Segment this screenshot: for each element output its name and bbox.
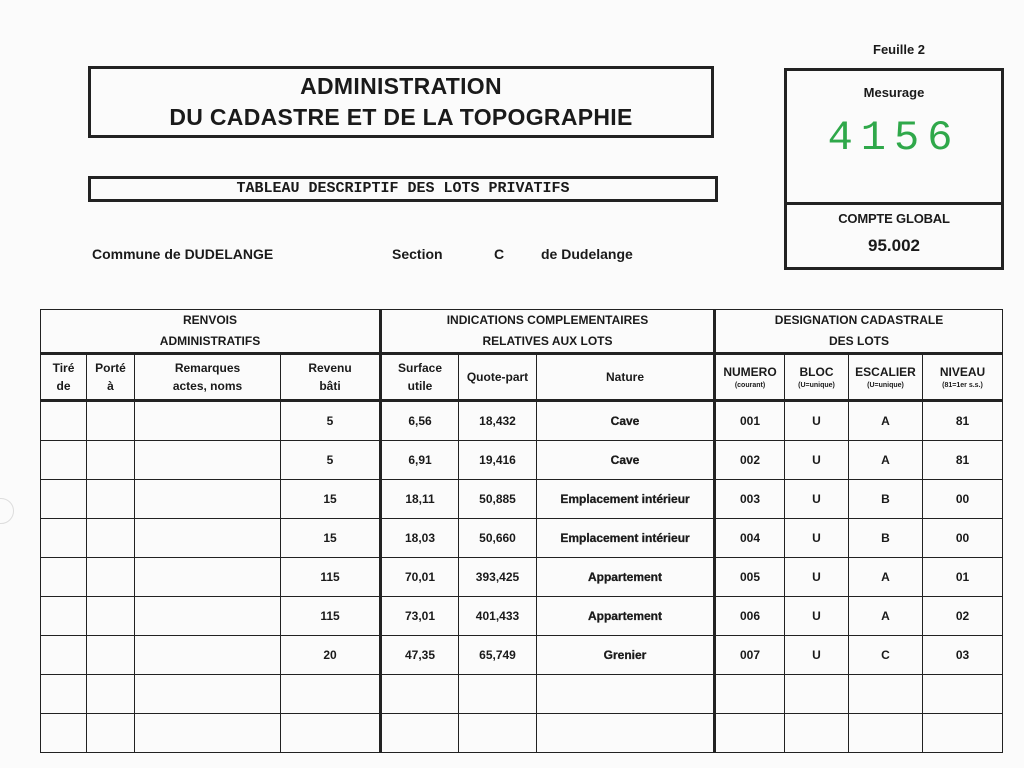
lots-table [40, 309, 1003, 753]
cell-remarques [135, 401, 281, 441]
cell-nature: Appartement [537, 597, 715, 636]
cell-nature: Cave [537, 401, 715, 441]
cell-quote-part: 393,425 [459, 558, 537, 597]
cell-nature: Appartement [537, 558, 715, 597]
col-niveau-line2: (81=1er s.s.) [942, 382, 983, 389]
cell-surface: 47,35 [381, 636, 459, 675]
cell-porte [87, 675, 135, 714]
cell-niveau [923, 714, 1003, 753]
col-revenu-line2: bâti [319, 379, 341, 393]
col-surface [381, 354, 459, 401]
agency-title-line2: DU CADASTRE ET DE LA TOPOGRAPHIE [169, 104, 633, 130]
col-remarques [135, 354, 281, 401]
cell-revenu: 5 [281, 441, 381, 480]
cell-porte [87, 597, 135, 636]
cell-escalier: A [849, 441, 923, 480]
mesurage-label: Mesurage [863, 85, 925, 100]
section-value: C [494, 246, 505, 262]
cell-numero [715, 714, 785, 753]
col-porte-line2: à [107, 379, 114, 393]
table-row [41, 480, 1003, 519]
cell-porte [87, 480, 135, 519]
col-surface-line1: Surface [397, 361, 443, 375]
col-escalier-line1: ESCALIER [855, 365, 916, 379]
cell-nature [537, 714, 715, 753]
mesurage-box [784, 68, 1004, 270]
cell-tire [41, 401, 87, 441]
cell-surface: 6,56 [381, 401, 459, 441]
cell-quote-part: 19,416 [459, 441, 537, 480]
cell-tire [41, 675, 87, 714]
group-designation-line2: DES LOTS [829, 334, 890, 348]
cell-niveau: 02 [923, 597, 1003, 636]
group-indications-line1: INDICATIONS COMPLEMENTAIRES [446, 313, 649, 327]
cell-porte [87, 636, 135, 675]
cell-bloc: U [785, 636, 849, 675]
cell-remarques [135, 558, 281, 597]
cell-nature: Emplacement intérieur [537, 519, 715, 558]
cell-quote-part [459, 714, 537, 753]
cell-surface [381, 714, 459, 753]
cell-bloc: U [785, 558, 849, 597]
cell-niveau [923, 675, 1003, 714]
col-tire-line2: de [56, 379, 71, 393]
cell-revenu [281, 714, 381, 753]
col-bloc-line1: BLOC [799, 365, 834, 379]
cell-bloc: U [785, 441, 849, 480]
cell-revenu: 15 [281, 480, 381, 519]
cell-quote-part: 65,749 [459, 636, 537, 675]
cell-quote-part: 18,432 [459, 401, 537, 441]
cell-tire [41, 441, 87, 480]
cell-surface: 70,01 [381, 558, 459, 597]
cell-nature: Cave [537, 441, 715, 480]
cell-porte [87, 558, 135, 597]
group-indications [381, 310, 715, 354]
table-row [41, 401, 1003, 441]
cell-bloc [785, 714, 849, 753]
cell-escalier: C [849, 636, 923, 675]
cell-niveau: 81 [923, 441, 1003, 480]
group-renvois-line1: RENVOIS [182, 313, 237, 327]
cell-remarques [135, 480, 281, 519]
cell-niveau: 01 [923, 558, 1003, 597]
table-row [41, 519, 1003, 558]
col-revenu-line1: Revenu [308, 361, 352, 375]
cell-nature: Emplacement intérieur [537, 480, 715, 519]
table-row [41, 597, 1003, 636]
group-designation-line1: DESIGNATION CADASTRALE [774, 313, 944, 327]
commune-label: Commune de DUDELANGE [92, 246, 274, 262]
table-row [41, 714, 1003, 753]
agency-title-box [88, 66, 714, 138]
cell-revenu: 15 [281, 519, 381, 558]
group-designation [715, 310, 1003, 354]
cell-porte [87, 714, 135, 753]
cell-tire [41, 714, 87, 753]
col-bloc [785, 354, 849, 401]
cell-remarques [135, 441, 281, 480]
col-remarques-line1: Remarques [174, 361, 241, 375]
compte-global-label: COMPTE GLOBAL [838, 211, 950, 226]
cell-niveau: 00 [923, 480, 1003, 519]
cell-revenu: 20 [281, 636, 381, 675]
cell-remarques [135, 675, 281, 714]
cell-porte [87, 401, 135, 441]
cell-numero: 003 [715, 480, 785, 519]
col-porte [87, 354, 135, 401]
cell-niveau: 81 [923, 401, 1003, 441]
cell-revenu: 115 [281, 558, 381, 597]
cell-numero: 007 [715, 636, 785, 675]
cell-bloc [785, 675, 849, 714]
col-porte-line1: Porté [95, 361, 126, 375]
col-bloc-line2: (U=unique) [798, 382, 835, 389]
col-numero [715, 354, 785, 401]
cell-nature [537, 675, 715, 714]
agency-title-line1: ADMINISTRATION [300, 73, 502, 99]
col-niveau [923, 354, 1003, 401]
cell-escalier [849, 675, 923, 714]
section-name: de Dudelange [541, 246, 633, 262]
cell-numero [715, 675, 785, 714]
cell-quote-part: 50,660 [459, 519, 537, 558]
cell-tire [41, 597, 87, 636]
cell-surface: 18,11 [381, 480, 459, 519]
cell-remarques [135, 714, 281, 753]
cell-numero: 002 [715, 441, 785, 480]
punch-hole-mark [0, 498, 14, 524]
cell-numero: 005 [715, 558, 785, 597]
cell-tire [41, 480, 87, 519]
group-header-row [41, 310, 1003, 354]
table-row [41, 441, 1003, 480]
cell-tire [41, 519, 87, 558]
col-escalier-line2: (U=unique) [867, 382, 904, 389]
cell-nature: Grenier [537, 636, 715, 675]
cell-tire [41, 558, 87, 597]
col-niveau-line1: NIVEAU [939, 365, 986, 379]
cell-surface [381, 675, 459, 714]
cell-bloc: U [785, 519, 849, 558]
cell-remarques [135, 636, 281, 675]
cell-numero: 004 [715, 519, 785, 558]
cell-escalier: B [849, 519, 923, 558]
cell-quote-part: 50,885 [459, 480, 537, 519]
cell-bloc: U [785, 480, 849, 519]
cell-numero: 006 [715, 597, 785, 636]
table-row [41, 636, 1003, 675]
col-tire [41, 354, 87, 401]
col-tire-line1: Tiré [52, 361, 75, 375]
col-nature [537, 354, 715, 401]
cell-tire [41, 636, 87, 675]
cell-escalier: B [849, 480, 923, 519]
cell-revenu: 5 [281, 401, 381, 441]
mesurage-number: 4156 [827, 114, 961, 162]
cell-porte [87, 441, 135, 480]
table-row [41, 558, 1003, 597]
cell-escalier: A [849, 401, 923, 441]
mesurage-section [787, 71, 1001, 205]
cell-revenu [281, 675, 381, 714]
group-renvois-line2: ADMINISTRATIFS [159, 334, 261, 348]
cell-escalier [849, 714, 923, 753]
cell-surface: 73,01 [381, 597, 459, 636]
cell-porte [87, 519, 135, 558]
col-surface-line2: utile [407, 379, 433, 393]
col-revenu [281, 354, 381, 401]
document-subtitle: TABLEAU DESCRIPTIF DES LOTS PRIVATIFS [88, 176, 718, 202]
cell-remarques [135, 597, 281, 636]
col-quote-part [459, 354, 537, 401]
compte-global-value: 95.002 [868, 236, 920, 255]
col-quote-part-line1: Quote-part [466, 370, 529, 384]
cell-bloc: U [785, 597, 849, 636]
cell-quote-part [459, 675, 537, 714]
col-nature-line1: Nature [605, 370, 644, 384]
group-indications-line2: RELATIVES AUX LOTS [482, 334, 613, 348]
cell-revenu: 115 [281, 597, 381, 636]
cell-escalier: A [849, 597, 923, 636]
cell-bloc: U [785, 401, 849, 441]
column-header-row [41, 354, 1003, 401]
col-remarques-line2: actes, noms [172, 379, 243, 393]
cell-quote-part: 401,433 [459, 597, 537, 636]
cell-surface: 18,03 [381, 519, 459, 558]
cell-remarques [135, 519, 281, 558]
cell-numero: 001 [715, 401, 785, 441]
col-numero-line1: NUMERO [723, 365, 777, 379]
section-label: Section [392, 246, 443, 262]
sheet-number: Feuille 2 [873, 42, 926, 57]
col-numero-line2: (courant) [734, 382, 766, 389]
cell-niveau: 03 [923, 636, 1003, 675]
cell-surface: 6,91 [381, 441, 459, 480]
group-renvois [41, 310, 381, 354]
cell-niveau: 00 [923, 519, 1003, 558]
cell-escalier: A [849, 558, 923, 597]
col-escalier [849, 354, 923, 401]
table-row [41, 675, 1003, 714]
